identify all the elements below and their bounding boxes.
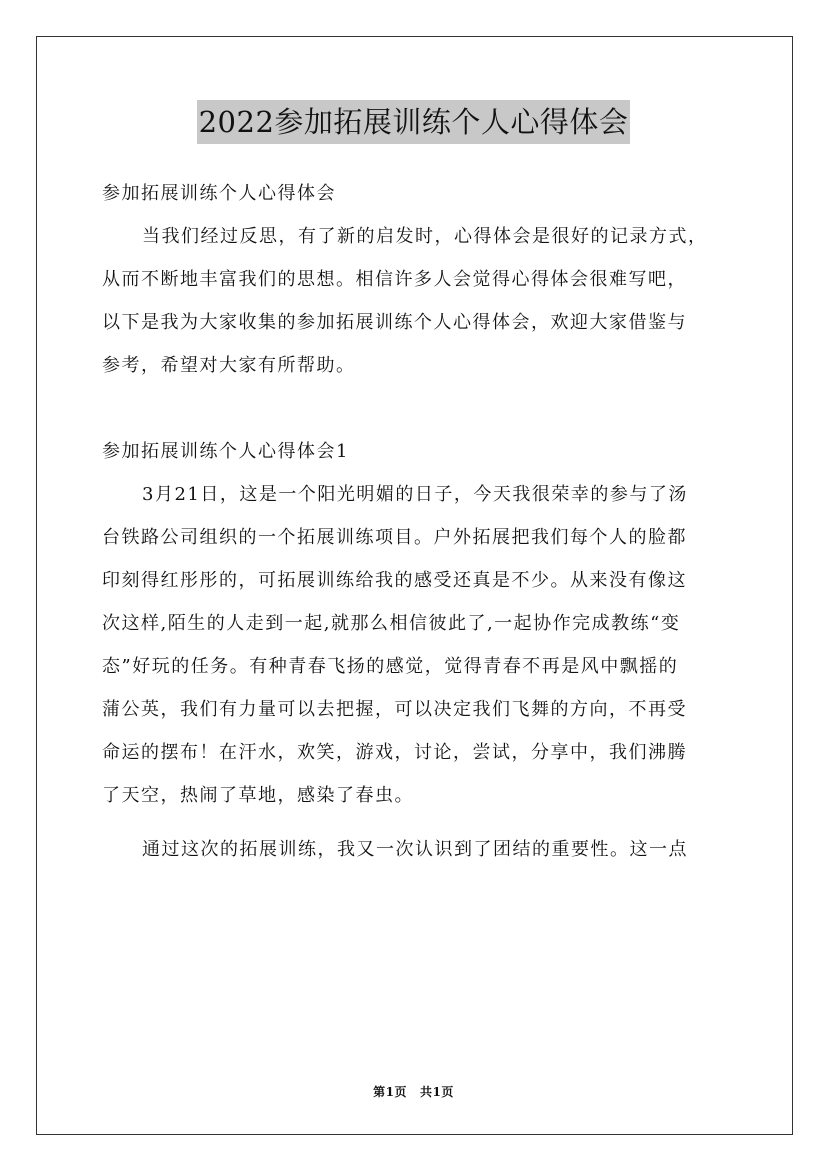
section-line: 态”好玩的任务。有种青春飞扬的感觉，觉得青春不再是风中飘摇的 — [102, 656, 679, 677]
intro-line: 以下是我为大家收集的参加拓展训练个人心得体会，欢迎大家借鉴与 — [102, 312, 687, 333]
section-line: 台铁路公司组织的一个拓展训练项目。户外拓展把我们每个人的脸都 — [102, 527, 687, 548]
document-subtitle: 参加拓展训练个人心得体会 — [102, 183, 336, 204]
section-line: 蒲公英，我们有力量可以去把握，可以决定我们飞舞的方向，不再受 — [102, 699, 687, 720]
section-line: 次这样,陌生的人走到一起,就那么相信彼此了,一起协作完成教练“变 — [102, 613, 681, 634]
section-line: 了天空，热闹了草地，感染了春虫。 — [102, 785, 414, 806]
title-container — [0, 100, 827, 144]
document-body — [102, 172, 742, 871]
page-number: 第1页 — [373, 1085, 408, 1099]
intro-line: 当我们经过反思，有了新的启发时，心得体会是很好的记录方式， — [142, 226, 708, 247]
intro-line: 参考，希望对大家有所帮助。 — [102, 355, 356, 376]
section-heading: 参加拓展训练个人心得体会1 — [102, 441, 349, 462]
section-line: 3月21日，这是一个阳光明媚的日子，今天我很荣幸的参与了汤 — [142, 484, 688, 505]
paragraph-gap — [102, 387, 742, 430]
section-line: 命运的摆布！在汗水，欢笑，游戏，讨论，尝试，分享中，我们沸腾 — [102, 742, 687, 763]
page-footer — [0, 1083, 827, 1100]
section-line: 通过这次的拓展训练，我又一次认识到了团结的重要性。这一点 — [142, 839, 688, 860]
page-total: 共1页 — [419, 1085, 454, 1099]
document-title: 2022参加拓展训练个人心得体会 — [197, 100, 631, 144]
intro-line: 从而不断地丰富我们的思想。相信许多人会觉得心得体会很难写吧， — [102, 269, 687, 290]
section-line: 印刻得红彤彤的，可拓展训练给我的感受还真是不少。从来没有像这 — [102, 570, 687, 591]
